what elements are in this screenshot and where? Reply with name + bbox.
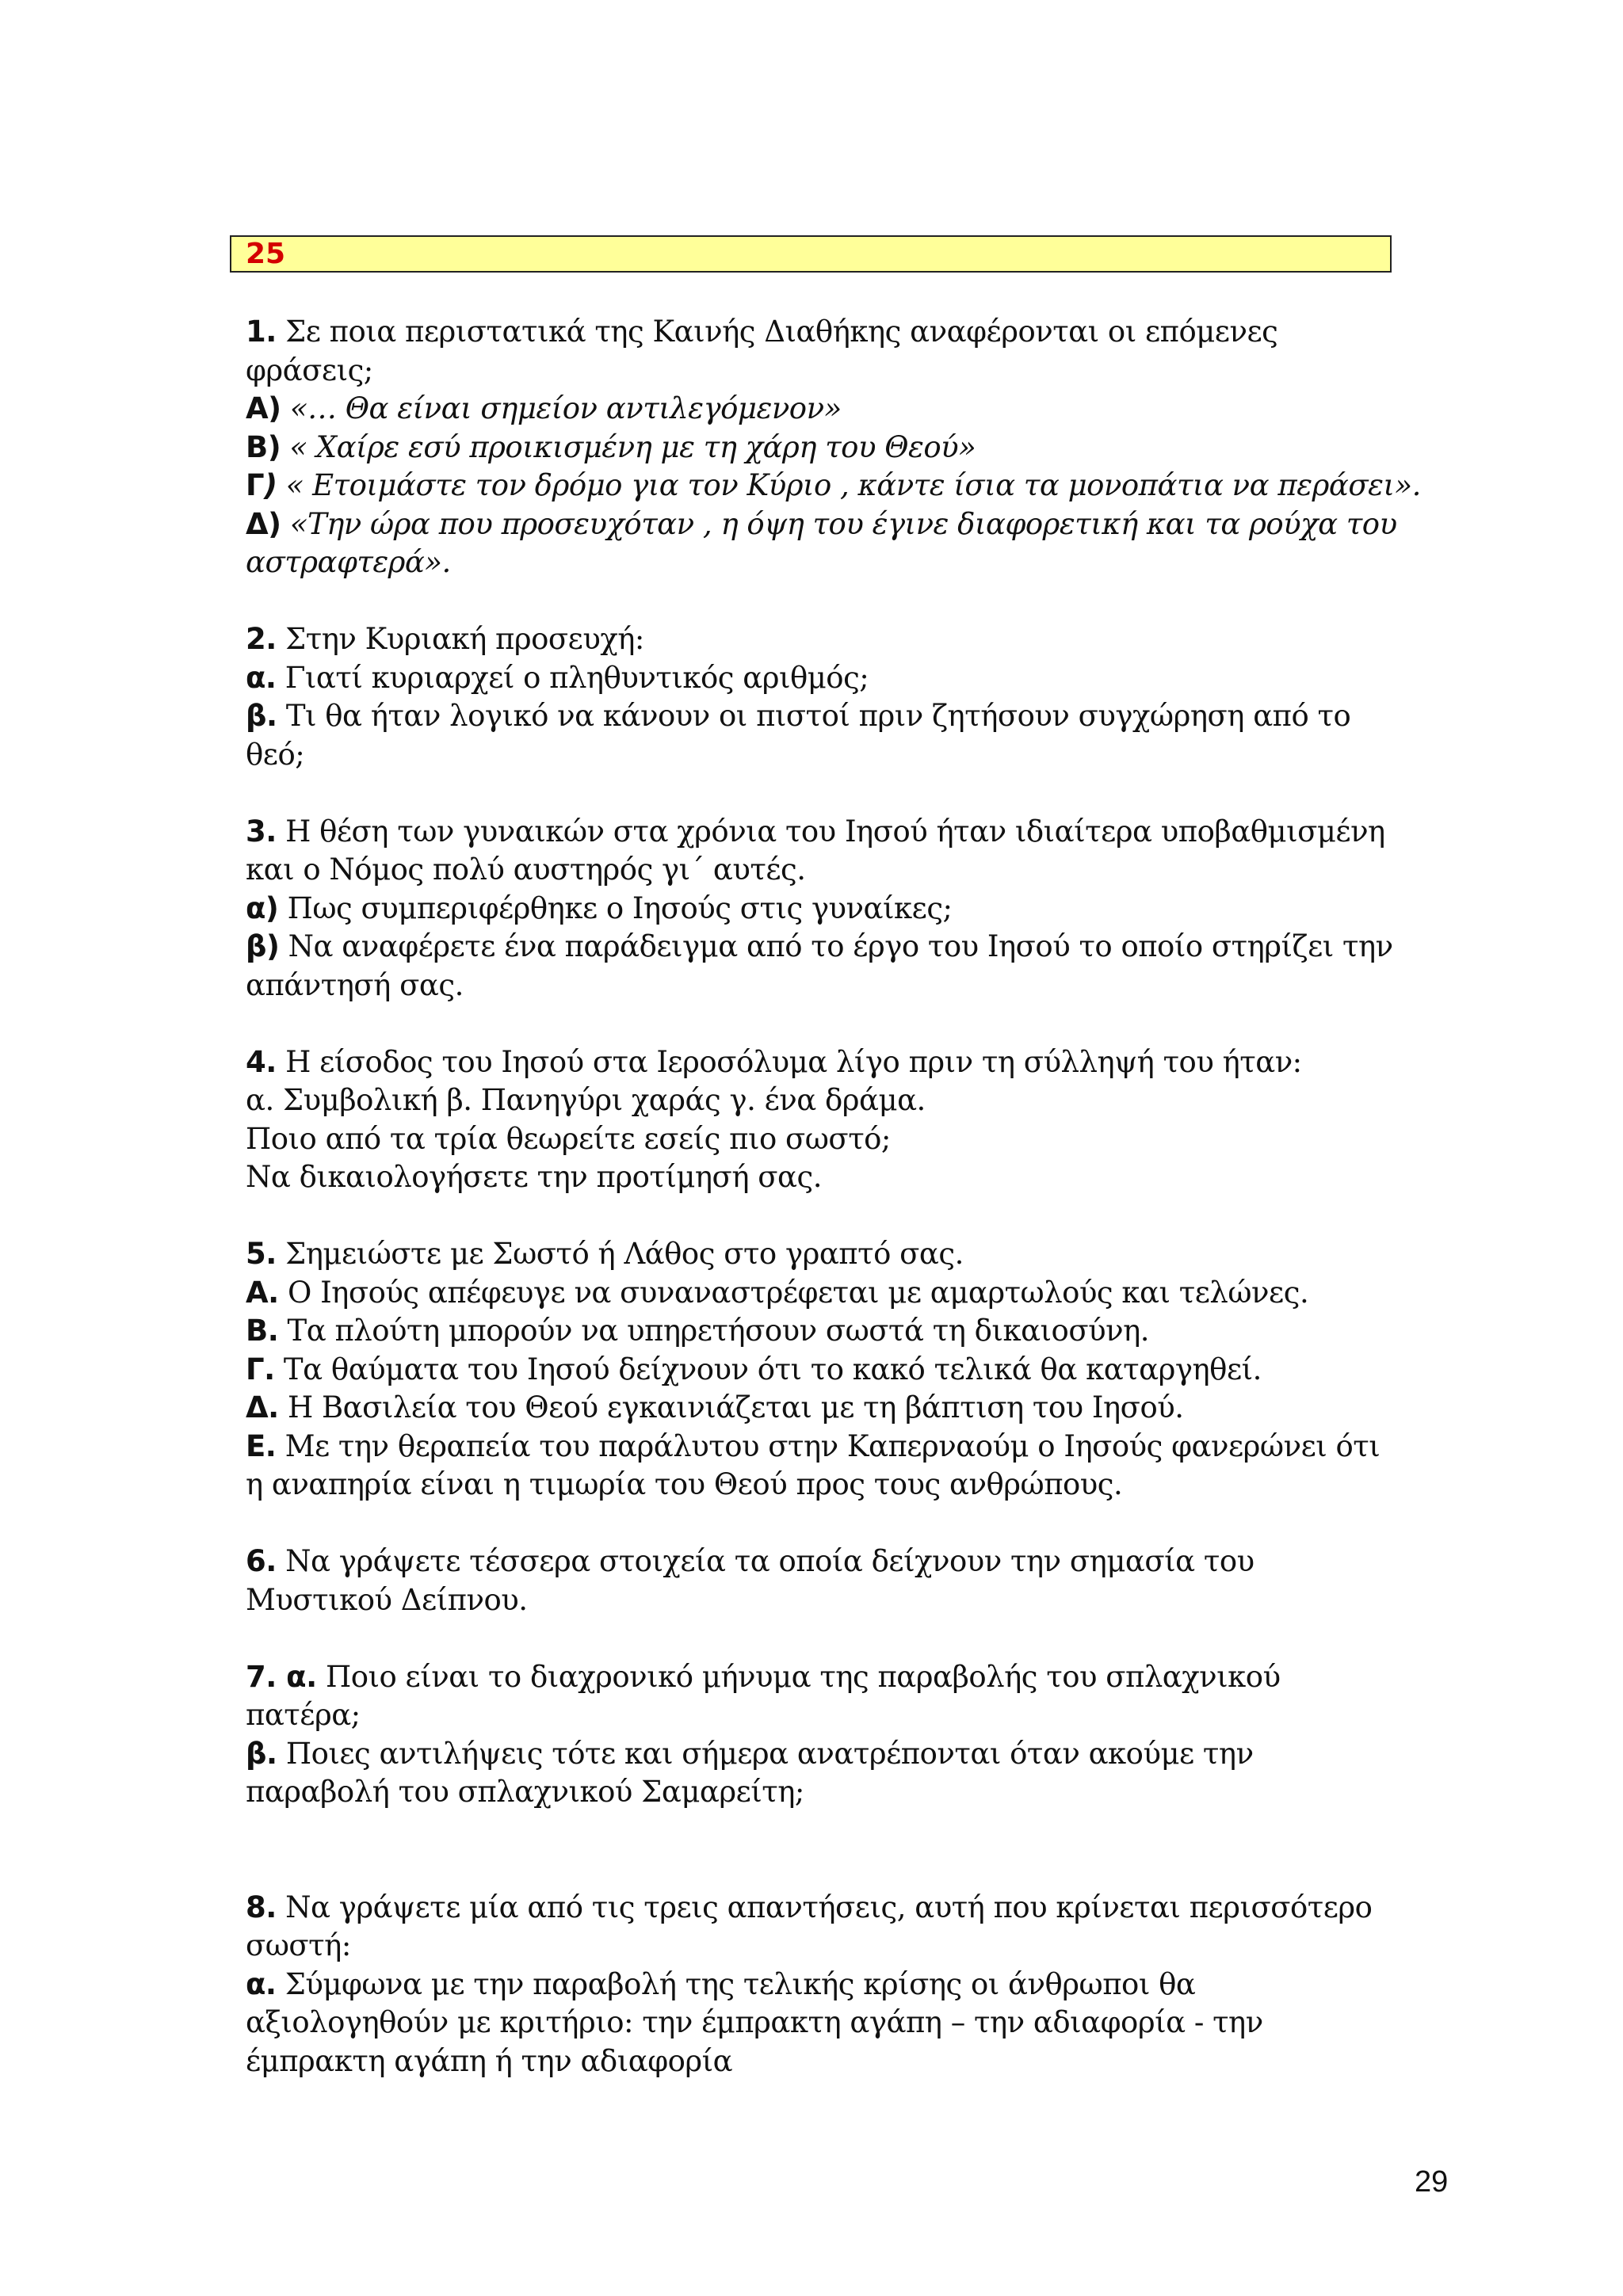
question-1-c: Γ) « Ετοιμάστε τον δρόμο για τον Κύριο , κάντε ίσια τα μονοπάτια να περάσει». [246,468,1421,502]
page-number: 29 [1415,2165,1449,2199]
question-1-b: Β) « Χαίρε εσύ προικισμένη με τη χάρη του Θεού» [246,429,976,464]
question-5-b: Β. Τα πλούτη μπορούν να υπηρετήσουν σωστά τη δικαιοσύνη. [246,1314,1150,1348]
question-2-a: α. Γιατί κυριαρχεί ο πληθυντικός αριθμός; [246,660,869,695]
question-1: 1. Σε ποια περιστατικά της Καινής Διαθήκης αναφέρονται οι επόμενες [246,315,1278,349]
question-5-d: Δ. Η Βασιλεία του Θεού εγκαινιάζεται με τη βάπτιση του Ιησού. [246,1390,1184,1425]
question-5-a: Α. Ο Ιησούς απέφευγε να συναναστρέφεται με αμαρτωλούς και τελώνες. [246,1275,1309,1310]
question-4: 4. Η είσοδος του Ιησού στα Ιεροσόλυμα λίγο πριν τη σύλληψή του ήταν: [246,1044,1302,1079]
question-3: 3. Η θέση των γυναικών στα χρόνια του Ιησού ήταν ιδιαίτερα υποβαθμισμένη [246,814,1385,849]
question-8: 8. Να γράψετε μία από τις τρεις απαντήσεις, αυτή που κρίνεται περισσότερο [246,1890,1373,1924]
questions-body: 1. Σε ποια περιστατικά της Καινής Διαθήκης αναφέρονται οι επόμενες φράσεις; Α) «… Θα είναι σημείον αντιλεγόμενον» Β) « Χαίρε εσύ προικισμένη με τη χάρη του Θεού» Γ) « Ετοιμάστε τον δρόμο για τον Κύριο , κάντε ίσια τα μονοπάτια να περάσει». Δ) «Την ώρα που προσευχόταν , η όψη του έγινε διαφορετική και τα ρούχα του αστραφτερά». 2. Στην Κυριακή προσευχή: α. Γιατί κυριαρχεί ο πληθυντικός αριθμός; β. Τι θα ήταν λογικό να κάνουν οι πιστοί πριν ζητήσουν συγχώρηση από το θεό; 3. Η θέση των γυναικών στα χρόνια του Ιησού ήταν ιδιαίτερα υποβαθμισμένη και ο Νόμος πολύ αυστηρός γι΄ αυτές. α) Πως συμπεριφέρθηκε ο Ιησούς στις γυναίκες; β) Να αναφέρετε ένα παράδειγμα από το έργο του Ιησού το οποίο στηρίζει την απάντησή σας. 4. Η είσοδος του Ιησού στα Ιεροσόλυμα λίγο πριν τη σύλληψή του ήταν: α. Συμβολική β. Πανηγύρι χαράς γ. ένα δράμα. Ποιο από τα τρία θεωρείτε εσείς πιο σωστό; Να δικαιολογήσετε την προτίμησή σας. 5. Σημειώστε με Σωστό ή Λάθος στο γραπτό σας. Α. Ο Ιησούς απέφευγε να συναναστρέφεται με αμαρτωλούς και τελώνες. Β. Τα πλούτη μπορούν να υπηρετήσουν σωστά τη δικαιοσύνη. Γ. Τα θαύματα του Ιησού δείχνουν ότι το κακό τελικά θα καταργηθεί. Δ. Η Βασιλεία του Θεού εγκαινιάζεται με τη βάπτιση του Ιησού. Ε. Με την θεραπεία του παράλυτου στην Καπερναούμ ο Ιησούς φανερώνει ότι η αναπηρία είναι η τιμωρία του Θεού προς τους ανθρώπους. 6. Να γράψετε τέσσερα στοιχεία τα οποία δείχνουν την σημασία του Μυστικού Δείπνου. 7. α. Ποιο είναι το διαχρονικό μήνυμα της παραβολής του σπλαχνικού πατέρα; β. Ποιες αντιλήψεις τότε και σήμερα ανατρέπονται όταν ακούμε την παραβολή του σπλαχνικού Σαμαρείτη; 8. Να γράψετε μία από τις τρεις απαντήσεις, αυτή που κρίνεται περισσότερο σωστή: α. Σύμφωνα με την παραβολή της τελικής κρίσης οι άνθρωποι θα αξιολογηθούν με κριτήριο: την έμπρακτη αγάπη – την αδιαφορία - την έμπρακτη αγάπη ή την αδιαφορία [246,313,1458,2081]
question-2: 2. Στην Κυριακή προσευχή: [246,622,644,656]
section-number: 25 [246,238,286,270]
question-7: 7. α. Ποιο είναι το διαχρονικό μήνυμα της παραβολής του σπλαχνικού [246,1659,1281,1694]
question-7-b: β. Ποιες αντιλήψεις τότε και σήμερα ανατρέπονται όταν ακούμε την [246,1736,1254,1771]
question-5-c: Γ. Τα θαύματα του Ιησού δείχνουν ότι το κακό τελικά θα καταργηθεί. [246,1352,1262,1386]
question-2-b: β. Τι θα ήταν λογικό να κάνουν οι πιστοί πριν ζητήσουν συγχώρηση από το [246,699,1351,733]
question-5: 5. Σημειώστε με Σωστό ή Λάθος στο γραπτό σας. [246,1237,964,1271]
section-header [230,235,1392,273]
question-6: 6. Να γράψετε τέσσερα στοιχεία τα οποία δείχνουν την σημασία του [246,1544,1254,1578]
question-3-b: β) Να αναφέρετε ένα παράδειγμα από το έργο του Ιησού το οποίο στηρίζει την [246,929,1393,963]
question-8-a: α. Σύμφωνα με την παραβολή της τελικής κρίσης οι άνθρωποι θα [246,1966,1196,2001]
question-5-e: Ε. Με την θεραπεία του παράλυτου στην Καπερναούμ ο Ιησούς φανερώνει ότι [246,1428,1381,1463]
question-1-a: Α) «… Θα είναι σημείον αντιλεγόμενον» [246,391,842,425]
question-1-d: Δ) «Την ώρα που προσευχόταν , η όψη του έγινε διαφορετική και τα ρούχα του [246,506,1397,541]
question-3-a: α) Πως συμπεριφέρθηκε ο Ιησούς στις γυναίκες; [246,891,953,925]
